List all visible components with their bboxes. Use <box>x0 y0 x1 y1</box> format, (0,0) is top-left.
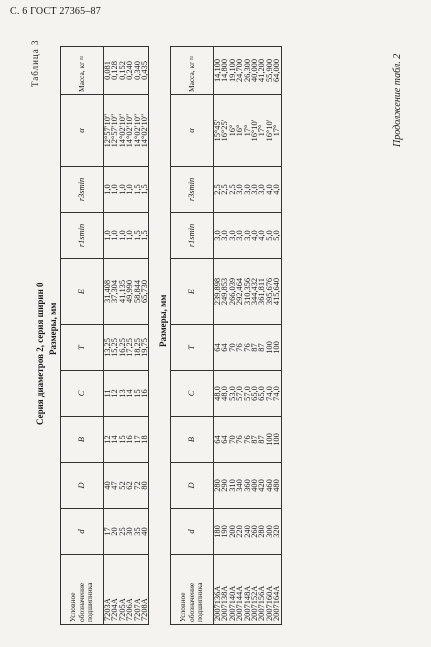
table-cell: 7204A <box>111 555 118 625</box>
top-table <box>170 46 282 625</box>
table-cell: 4,0 <box>258 213 265 259</box>
table-cell: 16°10′ <box>266 95 273 167</box>
table-cell: 17° <box>273 95 281 167</box>
column-header: Условное обозначение подшипника <box>171 555 214 625</box>
table-cell: 0,340 <box>134 47 141 95</box>
table-cell: 14°02′10″ <box>141 95 149 167</box>
table-cell: 0,081 <box>104 47 112 95</box>
table-cell: 420 <box>258 463 265 509</box>
table-cell: 14°02′10″ <box>126 95 133 167</box>
table-cell: 13,25 <box>104 325 112 371</box>
column-header: B <box>171 417 214 463</box>
table-cell: 16 <box>126 417 133 463</box>
table-cell: 2007138A <box>221 555 228 625</box>
table-cell: 280 <box>258 509 265 555</box>
column-header: d <box>61 509 104 555</box>
column-header: Масса, кг ≈ <box>171 47 214 95</box>
table-cell: 12°57′10″ <box>104 95 112 167</box>
column-header: T <box>171 325 214 371</box>
table-cell: 100 <box>273 417 281 463</box>
table-cell: 340 <box>236 463 243 509</box>
table-cell: 17 <box>134 417 141 463</box>
table-cell: 460 <box>266 463 273 509</box>
table-cell: 7203A <box>104 555 112 625</box>
table-cell: 16 <box>141 371 149 417</box>
table-cell: 2007160A <box>266 555 273 625</box>
column-header: T <box>61 325 104 371</box>
table-cell: 57,0 <box>244 371 251 417</box>
table-cell: 64,000 <box>273 47 281 95</box>
table-cell: 64 <box>221 325 228 371</box>
table-cell: 7206A <box>126 555 133 625</box>
table-cell: 65,0 <box>258 371 265 417</box>
table-cell: 7208A <box>141 555 149 625</box>
table-cell: 100 <box>273 325 281 371</box>
table-cell: 17 <box>104 509 112 555</box>
table-cell: 55,900 <box>266 47 273 95</box>
table-cell: 87 <box>251 417 258 463</box>
table-cell: 190 <box>221 509 228 555</box>
table-cell: 16,25 <box>119 325 126 371</box>
table-cell: 15,25 <box>111 325 118 371</box>
table-cell: 310 <box>229 463 236 509</box>
table-cell: 280 <box>214 463 222 509</box>
table-cell: 3,0 <box>229 213 236 259</box>
column-header: C <box>171 371 214 417</box>
table-cell: 7205A <box>119 555 126 625</box>
table-cell: 2007156A <box>258 555 265 625</box>
table-cell: 74,0 <box>266 371 273 417</box>
table-cell: 400 <box>251 463 258 509</box>
table-cell: 15°45′ <box>214 95 222 167</box>
table-cell: 57,0 <box>236 371 243 417</box>
column-header: D <box>171 463 214 509</box>
table-cell: 2,5 <box>229 167 236 213</box>
table-cell: 1,0 <box>119 167 126 213</box>
table-cell: 1,0 <box>126 213 133 259</box>
table-cell: 11 <box>104 371 112 417</box>
table-cell: 76 <box>236 417 243 463</box>
table-cell: 14,800 <box>221 47 228 95</box>
table-cell: 395,676 <box>266 259 273 325</box>
table-cell: 65,730 <box>141 259 149 325</box>
table-cell: 3,0 <box>214 213 222 259</box>
table-cell: 70 <box>229 325 236 371</box>
table-cell: 48,0 <box>221 371 228 417</box>
table-cell: 3,0 <box>221 213 228 259</box>
table-cell: 310,356 <box>244 259 251 325</box>
table-cell: 260 <box>251 509 258 555</box>
table-cell: 480 <box>273 463 281 509</box>
column-header: r1smin <box>61 213 104 259</box>
table-cell: 41,200 <box>258 47 265 95</box>
table-cell: 220 <box>236 509 243 555</box>
table-cell: 14,100 <box>214 47 222 95</box>
table-cell: 5,0 <box>266 213 273 259</box>
table-cell: 180 <box>214 509 222 555</box>
table-cell: 17,25 <box>126 325 133 371</box>
table-cell: 19,75 <box>141 325 149 371</box>
table-cell: 0,152 <box>119 47 126 95</box>
table-row <box>273 47 281 625</box>
table-cell: 361,811 <box>258 259 265 325</box>
table-cell: 2007136A <box>214 555 222 625</box>
table-cell: 2,5 <box>221 167 228 213</box>
table-cell: 3,0 <box>244 167 251 213</box>
table-cell: 1,5 <box>134 167 141 213</box>
table-cell: 100 <box>266 325 273 371</box>
table-cell: 80 <box>141 463 149 509</box>
table-cell: 14 <box>126 371 133 417</box>
table-cell: 24,700 <box>236 47 243 95</box>
table-cell: 17° <box>258 95 265 167</box>
table-cell: 240 <box>244 509 251 555</box>
column-header: α <box>171 95 214 167</box>
table-cell: 0,128 <box>111 47 118 95</box>
table-cell: 64 <box>214 417 222 463</box>
table-cell: 53,0 <box>229 371 236 417</box>
table-3-series-caption: Серия диаметров 2, серия ширин 0 <box>35 282 45 425</box>
table-cell: 14 <box>111 417 118 463</box>
table-cell: 70 <box>229 417 236 463</box>
table-cell: 52 <box>119 463 126 509</box>
table-cell: 40 <box>141 509 149 555</box>
table-cell: 3,0 <box>236 167 243 213</box>
table-cell: 20 <box>111 509 118 555</box>
table-cell: 65,0 <box>251 371 258 417</box>
table-cell: 2007164A <box>273 555 281 625</box>
table-cell: 1,5 <box>141 213 149 259</box>
table-3-caption: Размеры, мм <box>48 302 58 355</box>
table-cell: 4,0 <box>266 167 273 213</box>
table-cell: 16° <box>236 95 243 167</box>
table-cell: 1,0 <box>111 213 118 259</box>
column-header: d <box>171 509 214 555</box>
column-header: Условное обозначение подшипника <box>61 555 104 625</box>
table-3-number: Таблица 3 <box>30 39 40 87</box>
table-cell: 14°02′10″ <box>119 95 126 167</box>
column-header: α <box>61 95 104 167</box>
continuation-label: Продолжение табл. 2 <box>392 53 403 147</box>
table-cell: 87 <box>258 417 265 463</box>
table-cell: 1,5 <box>141 167 149 213</box>
table-cell: 64 <box>214 325 222 371</box>
table-cell: 344,432 <box>251 259 258 325</box>
top-table-caption: Размеры, мм <box>158 294 168 347</box>
table-cell: 14°02′10″ <box>134 95 141 167</box>
table-cell: 76 <box>244 325 251 371</box>
table-cell: 292,464 <box>236 259 243 325</box>
table-cell: 17° <box>244 95 251 167</box>
table-cell: 249,853 <box>221 259 228 325</box>
table-cell: 7207A <box>134 555 141 625</box>
table-cell: 1,0 <box>111 167 118 213</box>
column-header: r1smin <box>171 213 214 259</box>
table-cell: 1,0 <box>104 213 112 259</box>
table-cell: 4,0 <box>273 167 281 213</box>
table-cell: 40 <box>104 463 112 509</box>
table-cell: 25 <box>119 509 126 555</box>
table-cell: 30 <box>126 509 133 555</box>
table-cell: 18,25 <box>134 325 141 371</box>
table-cell: 41,135 <box>119 259 126 325</box>
table-cell: 2007152A <box>251 555 258 625</box>
table-cell: 320 <box>273 509 281 555</box>
table-cell: 0,435 <box>141 47 149 95</box>
table-cell: 1,0 <box>119 213 126 259</box>
table-cell: 62 <box>126 463 133 509</box>
column-header: r3smin <box>61 167 104 213</box>
table-cell: 1,0 <box>126 167 133 213</box>
table-cell: 1,0 <box>104 167 112 213</box>
table-cell: 87 <box>258 325 265 371</box>
table-cell: 12 <box>104 417 112 463</box>
table-cell: 16° <box>229 95 236 167</box>
table-cell: 2007140A <box>229 555 236 625</box>
table-cell: 0,240 <box>126 47 133 95</box>
table-cell: 3,0 <box>236 213 243 259</box>
table-cell: 300 <box>266 509 273 555</box>
table-cell: 15 <box>134 371 141 417</box>
table-row <box>141 47 149 625</box>
page-header: С. 6 ГОСТ 27365–87 <box>10 6 101 17</box>
table-cell: 58,844 <box>134 259 141 325</box>
table-cell: 26,300 <box>244 47 251 95</box>
table-cell: 2,5 <box>214 167 222 213</box>
table-cell: 239,898 <box>214 259 222 325</box>
table-cell: 18 <box>141 417 149 463</box>
column-header: E <box>171 259 214 325</box>
table-cell: 15 <box>119 417 126 463</box>
table-cell: 37,304 <box>111 259 118 325</box>
column-header: B <box>61 417 104 463</box>
column-header: Масса, кг ≈ <box>61 47 104 95</box>
column-header: C <box>61 371 104 417</box>
column-header: E <box>61 259 104 325</box>
table-cell: 100 <box>266 417 273 463</box>
column-header: D <box>61 463 104 509</box>
table-cell: 16°25′ <box>221 95 228 167</box>
table-cell: 31,408 <box>104 259 112 325</box>
table-cell: 49,990 <box>126 259 133 325</box>
table-cell: 47 <box>111 463 118 509</box>
table-cell: 74,0 <box>273 371 281 417</box>
table-cell: 72 <box>134 463 141 509</box>
table-cell: 48,0 <box>214 371 222 417</box>
table-cell: 290 <box>221 463 228 509</box>
table-cell: 1,5 <box>134 213 141 259</box>
table-cell: 19,100 <box>229 47 236 95</box>
table-cell: 35 <box>134 509 141 555</box>
table-cell: 415,640 <box>273 259 281 325</box>
table-cell: 2007144A <box>236 555 243 625</box>
table-cell: 3,0 <box>244 213 251 259</box>
table-cell: 16°10′ <box>251 95 258 167</box>
table-cell: 12 <box>111 371 118 417</box>
column-header: r3smin <box>171 167 214 213</box>
table-3 <box>60 46 149 625</box>
table-cell: 360 <box>244 463 251 509</box>
table-cell: 87 <box>251 325 258 371</box>
table-cell: 40,000 <box>251 47 258 95</box>
table-cell: 3,0 <box>251 167 258 213</box>
table-cell: 4,0 <box>251 213 258 259</box>
table-cell: 13 <box>119 371 126 417</box>
table-cell: 12°57′10″ <box>111 95 118 167</box>
table-cell: 5,0 <box>273 213 281 259</box>
table-cell: 76 <box>236 325 243 371</box>
table-cell: 200 <box>229 509 236 555</box>
table-cell: 64 <box>221 417 228 463</box>
table-cell: 3,0 <box>258 167 265 213</box>
table-cell: 2007148A <box>244 555 251 625</box>
table-cell: 76 <box>244 417 251 463</box>
table-cell: 266,039 <box>229 259 236 325</box>
